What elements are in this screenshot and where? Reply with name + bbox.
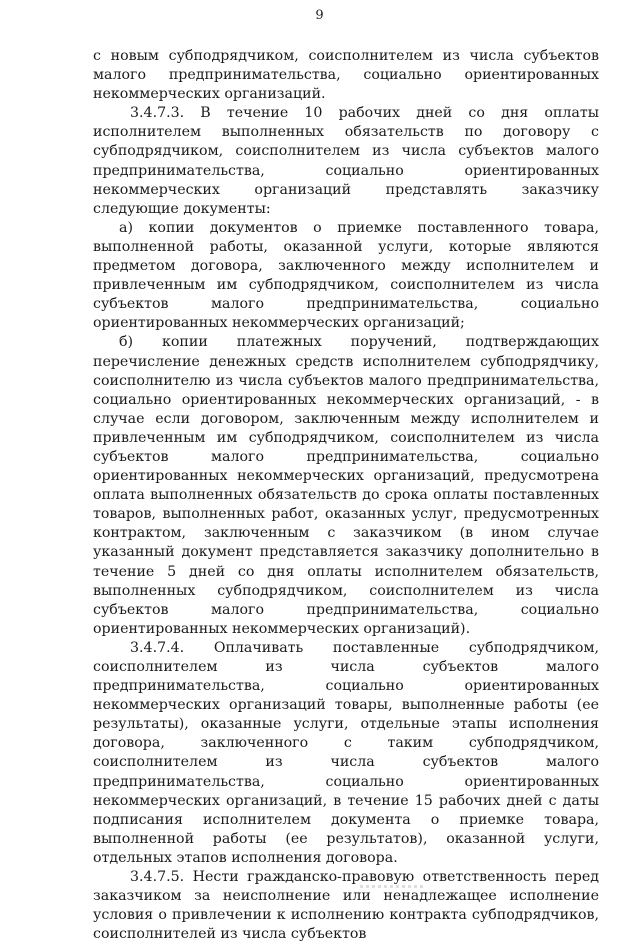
paragraph-continuation: с новым субподрядчиком, соисполнителем из числа субъектов малого предпринимательства, социально ориентированных некоммерческих организаций. xyxy=(93,48,599,103)
document-body xyxy=(93,47,599,944)
paragraph-clause-3-4-7-5: 3.4.7.5. Нести гражданско-правовую ответственность перед заказчиком за неисполнение или ненадлежащее исполнение условия о привлечении к исполнению контракта субподрядчиков, соисполнителей из числа субъектов xyxy=(93,869,599,943)
scan-artifact xyxy=(360,885,424,888)
paragraph-clause-3-4-7-3: 3.4.7.3. В течение 10 рабочих дней со дня оплаты исполнителем выполненных обязательств по договору с субподрядчиком, соисполнителем из числа субъектов малого предпринимательства, социально ориентированных некоммерческих организаций представлять заказчику следующие документы: xyxy=(93,105,599,217)
paragraph-item-b: б) копии платежных поручений, подтверждающих перечисление денежных средств исполнителем субподрядчику, соисполнителю из числа субъектов малого предпринимательства, социально ориентированных некоммерческих организаций, - в случае если договором, заключенным между исполнителем и привлеченным им субподрядчиком, соисполнителем из числа субъектов малого предпринимательства, социально ориентированных некоммерческих организаций, предусмотрена оплата выполненных обязательств до срока оплаты поставленных товаров, выполненных работ, оказанных услуг, предусмотренных контрактом, заключенным с заказчиком (в ином случае указанный документ представляется заказчику дополнительно в течение 5 дней со дня оплаты исполнителем обязательств, выполненных субподрядчиком, соисполнителем из числа субъектов малого предпринимательства, социально ориентированных некоммерческих организаций). xyxy=(93,334,599,637)
paragraph-item-a: а) копии документов о приемке поставленного товара, выполненной работы, оказанной услуги, которые являются предметом договора, заключенного между исполнителем и привлеченным им субподрядчиком, соисполнителем из числа субъектов малого предпринимательства, социально ориентированных некоммерческих организаций; xyxy=(93,219,599,332)
paragraph-clause-3-4-7-4: 3.4.7.4. Оплачивать поставленные субподрядчиком, соисполнителем из числа субъектов малого предпринимательства, социально ориентированных некоммерческих организаций товары, выполненные работы (ее результаты), оказанные услуги, отдельные этапы исполнения договора, заключенного с таким субподрядчиком, соисполнителем из числа субъектов малого предпринимательства, социально ориентированных некоммерческих организаций, в течение 15 рабочих дней с даты подписания исполнителем документа о приемке товара, выполненной работы (ее результатов), оказанной услуги, отдельных этапов исполнения договора. xyxy=(93,639,599,866)
page-number: 9 xyxy=(315,8,324,23)
